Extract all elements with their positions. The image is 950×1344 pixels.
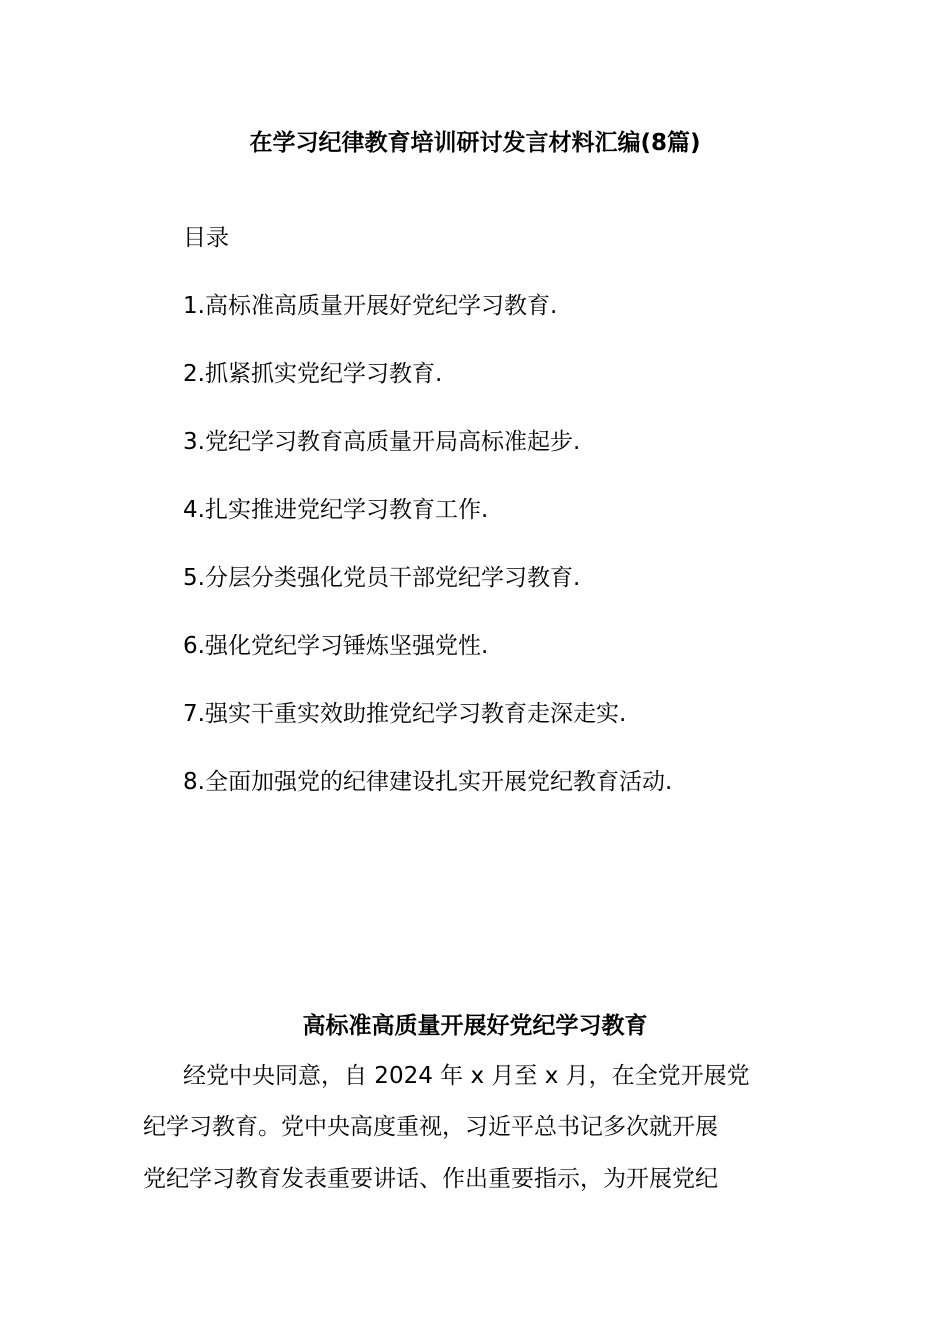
body-text-line: 党纪学习教育发表重要讲话、作出重要指示，为开展党纪 bbox=[143, 1166, 718, 1192]
toc-item: 5.分层分类强化党员干部党纪学习教育. bbox=[183, 565, 581, 591]
toc-item: 8.全面加强党的纪律建设扎实开展党纪教育活动. bbox=[183, 769, 673, 795]
toc-item: 3.党纪学习教育高质量开局高标准起步. bbox=[183, 429, 581, 455]
body-text-line: 经党中央同意，自 2024 年 x 月至 x 月，在全党开展党 bbox=[183, 1063, 750, 1089]
toc-heading: 目录 bbox=[183, 225, 229, 251]
section-title: 高标准高质量开展好党纪学习教育 bbox=[302, 1013, 648, 1039]
toc-item: 1.高标准高质量开展好党纪学习教育. bbox=[183, 293, 558, 319]
body-text-line: 纪学习教育。党中央高度重视，习近平总书记多次就开展 bbox=[143, 1114, 718, 1140]
toc-list bbox=[183, 290, 672, 834]
toc-item: 6.强化党纪学习锤炼坚强党性. bbox=[183, 633, 489, 659]
toc-item: 2.抓紧抓实党纪学习教育. bbox=[183, 361, 443, 387]
toc-item: 7.强实干重实效助推党纪学习教育走深走实. bbox=[183, 701, 627, 727]
toc-item: 4.扎实推进党纪学习教育工作. bbox=[183, 497, 489, 523]
document-title: 在学习纪律教育培训研讨发言材料汇编(8篇) bbox=[249, 130, 701, 156]
